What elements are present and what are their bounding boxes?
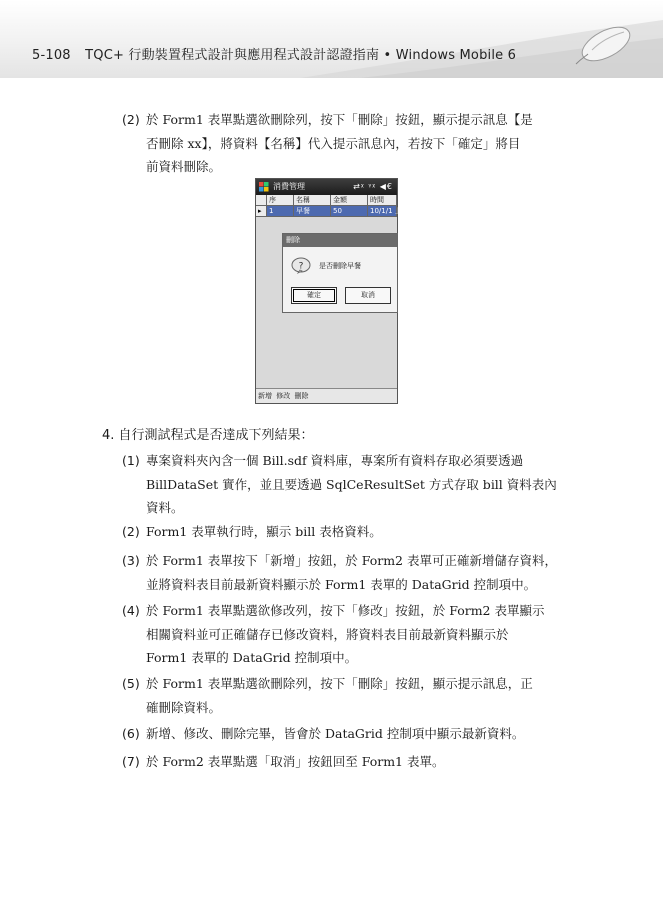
dialog-title: 刪除 — [283, 234, 397, 247]
cell-name[interactable]: 早餐 — [294, 206, 331, 217]
computer-mouse-icon — [566, 14, 636, 70]
device-title-bar — [256, 179, 397, 195]
cell-id[interactable]: 1 — [267, 206, 294, 217]
book-title: TQC+ 行動裝置程式設計與應用程式設計認證指南 • Windows Mobile 6 — [85, 48, 517, 63]
column-header: 金額 — [331, 195, 368, 206]
menu-delete[interactable]: 刪除 — [294, 392, 309, 400]
item-number: (3) — [122, 553, 140, 568]
item-number: (7) — [122, 754, 140, 769]
delete-dialog — [282, 233, 398, 313]
item-number: (6) — [122, 726, 140, 741]
result-item-6 — [122, 722, 582, 746]
status-icons: ⇄ᵡ ᵞᵡ ◀€ — [353, 182, 393, 191]
running-header — [32, 44, 516, 63]
item-line: 於 Form1 表單點選欲修改列，按下「修改」按鈕，於 Form2 表單顯示 — [146, 603, 545, 618]
result-item-7 — [122, 750, 582, 774]
result-item-3 — [122, 549, 582, 596]
result-item-4 — [122, 599, 582, 670]
windows-start-icon[interactable] — [259, 182, 269, 192]
cancel-button[interactable]: 取消 — [345, 287, 391, 304]
item-line: 於 Form2 表單點選「取消」按鈕回至 Form1 表單。 — [146, 754, 445, 769]
ok-button[interactable]: 確定 — [291, 287, 337, 304]
item-line: 於 Form1 表單按下「新增」按鈕，於 Form2 表單可正確新增儲存資料， — [146, 553, 557, 568]
item-line: 確刪除資料。 — [146, 699, 222, 715]
item-line: 資料。 — [146, 500, 184, 515]
device-screenshot — [255, 178, 402, 404]
page-number: 5-108 — [32, 48, 71, 63]
result-item-2 — [122, 520, 582, 544]
table-row[interactable] — [256, 206, 402, 217]
device-menu-bar — [256, 388, 397, 403]
dialog-message: 是否刪除早餐 — [319, 262, 361, 270]
column-header: 序 — [267, 195, 294, 206]
item-number: (2) — [122, 524, 140, 539]
device-app-title: 消費管理 — [273, 182, 305, 191]
step-2-line-1: 於 Form1 表單點選欲刪除列，按下「刪除」按鈕，顯示提示訊息【是 — [146, 112, 533, 127]
cell-time[interactable]: 10/1/1 上 — [370, 207, 402, 215]
header-swoosh — [0, 0, 663, 78]
item-number: (5) — [122, 676, 140, 691]
item-line: 專案資料夾內含一個 Bill.sdf 資料庫，專案所有資料存取必須要透過 — [146, 453, 524, 468]
item-line: BillDataSet 實作，並且要透過 SqlCeResultSet 方式存取 bill 資料表內 — [146, 476, 557, 492]
step-2-line-3: 前資料刪除。 — [146, 159, 222, 174]
item-line: 相關資料並可正確儲存已修改資料，將資料表目前最新資料顯示於 — [146, 626, 509, 642]
column-header: 名稱 — [294, 195, 331, 206]
datagrid-header — [256, 195, 397, 206]
item-line: Form1 表單的 DataGrid 控制項中。 — [146, 650, 358, 665]
menu-add[interactable]: 新增 — [258, 392, 272, 400]
step-2 — [122, 108, 582, 179]
column-header: 時間 — [368, 195, 397, 206]
item-number: (1) — [122, 453, 140, 468]
datagrid[interactable] — [256, 195, 402, 217]
menu-edit[interactable]: 修改 — [276, 392, 291, 400]
item-line: Form1 表單執行時，顯示 bill 表格資料。 — [146, 524, 382, 539]
item-number: (4) — [122, 603, 140, 618]
result-item-1 — [122, 449, 582, 520]
item-line: 新增、修改、刪除完畢，皆會於 DataGrid 控制項中顯示最新資料。 — [146, 726, 525, 741]
step-2-line-2: 否刪除 xx】，將資料【名稱】代入提示訊息內，若按下「確定」將目 — [146, 135, 521, 151]
cell-amount[interactable]: 50 — [331, 206, 368, 217]
row-selector-header — [256, 195, 267, 206]
question-icon — [291, 256, 311, 276]
result-item-5 — [122, 672, 582, 719]
row-pointer-icon: ▸ — [256, 206, 267, 217]
svg-text:?: ? — [298, 261, 304, 272]
item-line: 並將資料表目前最新資料顯示於 Form1 表單的 DataGrid 控制項中。 — [146, 576, 537, 592]
step-2-number: (2) — [122, 112, 140, 127]
item-line: 於 Form1 表單點選欲刪除列，按下「刪除」按鈕，顯示提示訊息，正 — [146, 676, 533, 691]
section-4-heading: 4. 自行測試程式是否達成下列結果： — [102, 428, 314, 443]
